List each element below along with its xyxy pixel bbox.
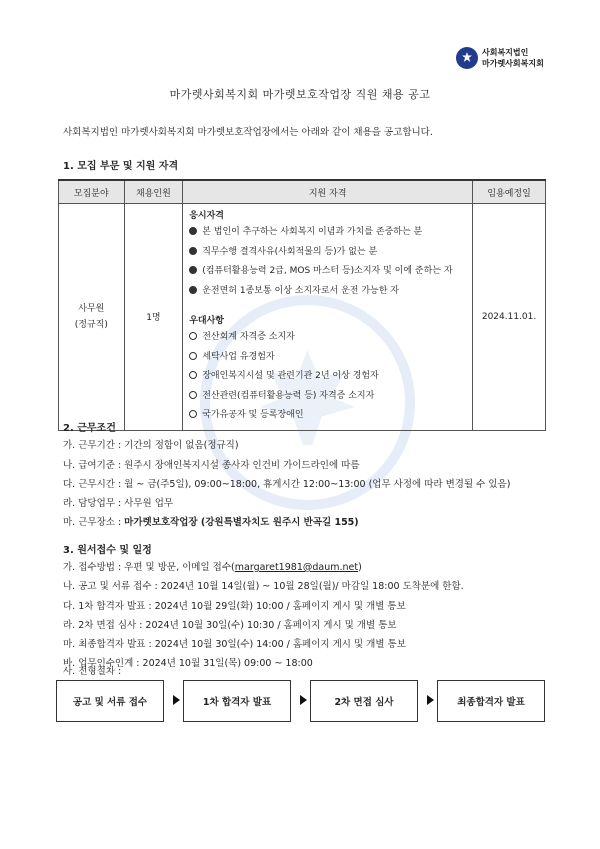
cell-count: 1명 bbox=[124, 204, 183, 431]
process-flow bbox=[56, 680, 546, 722]
arrow-right-icon bbox=[427, 695, 434, 705]
bullet-icon bbox=[189, 227, 197, 235]
bullet-icon bbox=[189, 286, 197, 294]
field-name: 사무원 bbox=[78, 303, 105, 314]
header-field: 모집분야 bbox=[59, 180, 125, 204]
bullet-icon bbox=[189, 391, 197, 399]
field-type: (정규직) bbox=[74, 319, 108, 330]
schedule-line: 마. 최종합격자 발표 : 2024년 10월 30일(수) 14:00 / 홈페이지 게시 및 개별 통보 bbox=[63, 639, 406, 650]
bullet-icon bbox=[189, 352, 197, 360]
duties: 라. 담당업무 : 사무원 업무 bbox=[63, 498, 174, 509]
bullet-icon bbox=[189, 410, 197, 418]
step-box: 1차 합격자 발표 bbox=[183, 680, 291, 722]
schedule-line: 다. 1차 합격자 발표 : 2024년 10월 29일(화) 10:00 / 홈페이지 게시 및 개별 통보 bbox=[63, 601, 406, 612]
list-item: 국가유공자 및 등록장애인 bbox=[189, 406, 466, 426]
list-item: 운전면허 1종보통 이상 소지자로서 운전 가능한 자 bbox=[189, 282, 466, 302]
org-emblem-icon bbox=[456, 47, 478, 69]
page-title: 마가렛사회복지회 마가렛보호작업장 직원 채용 공고 bbox=[169, 88, 431, 101]
schedule-line: 바. 업무인수인계 : 2024년 10월 31일(목) 09:00 ~ 18:00 bbox=[63, 658, 313, 669]
org-name-line2: 마가렛사회복지회 bbox=[482, 59, 544, 68]
org-name-line1: 사회복지법인 bbox=[482, 48, 529, 57]
work-place: 마. 근무장소 : 마가렛보호작업장 (강원특별자치도 원주시 반곡길 155) bbox=[63, 517, 359, 528]
list-item: 전산관련(컴퓨터활용능력 등) 자격증 소지자 bbox=[189, 387, 466, 407]
bullet-icon bbox=[189, 371, 197, 379]
work-period: 가. 근무기간 : 기간의 정함이 없음(정규직) bbox=[63, 440, 239, 451]
list-item: 세탁사업 유경험자 bbox=[189, 348, 466, 368]
preferred-title: 우대사항 bbox=[189, 316, 224, 326]
list-item: 전산회계 자격증 소지자 bbox=[189, 328, 466, 348]
list-item: (컴퓨터활용능력 2급, MOS 마스터 등)소지자 및 이에 준하는 자 bbox=[189, 262, 466, 282]
step-box: 2차 면접 심사 bbox=[310, 680, 418, 722]
required-title: 응시자격 bbox=[189, 211, 224, 221]
arrow-right-icon bbox=[300, 695, 307, 705]
section1-heading: 1. 모집 부문 및 지원 자격 bbox=[63, 161, 179, 172]
email-link[interactable]: margaret1981@daum.net bbox=[234, 562, 359, 573]
step-box: 최종합격자 발표 bbox=[437, 680, 545, 722]
intro-text: 사회복지법인 마가렛사회복지회 마가렛보호작업장에서는 아래와 같이 채용을 공고합니다. bbox=[63, 127, 433, 138]
step-box: 공고 및 서류 접수 bbox=[56, 680, 164, 722]
bullet-icon bbox=[189, 247, 197, 255]
list-item: 직무수행 결격사유(사회적물의 등)가 없는 분 bbox=[189, 243, 466, 263]
recruit-table bbox=[58, 179, 546, 431]
cell-date: 2024.11.01. bbox=[473, 204, 546, 431]
work-hours: 다. 근무시간 : 월 ~ 금(주5일), 09:00~18:00, 휴게시간 12:00~13:00 (업무 사정에 따라 변경될 수 있음) bbox=[63, 479, 511, 490]
salary-basis: 나. 급여기준 : 원주시 장애인복지시설 종사자 인건비 가이드라인에 따름 bbox=[63, 460, 360, 471]
list-item: 본 법인이 추구하는 사회복지 이념과 가치를 존중하는 분 bbox=[189, 223, 466, 243]
org-logo bbox=[456, 45, 566, 71]
bullet-icon bbox=[189, 266, 197, 274]
section2-heading: 2. 근무조건 bbox=[63, 423, 116, 434]
schedule-line: 라. 2차 면접 심사 : 2024년 10월 30일(수) 10:30 / 홈페이지 게시 및 개별 통보 bbox=[63, 620, 397, 631]
schedule-line: 사. 전형절차 : bbox=[63, 666, 122, 677]
list-item: 장애인복지시설 및 관련기관 2년 이상 경험자 bbox=[189, 367, 466, 387]
apply-method: 가. 접수방법 : 우편 및 방문, 이메일 접수(margaret1981@daum.net) bbox=[63, 562, 362, 573]
bullet-icon bbox=[189, 332, 197, 340]
arrow-right-icon bbox=[173, 695, 180, 705]
cell-field bbox=[59, 204, 125, 431]
header-count: 채용인원 bbox=[124, 180, 183, 204]
header-qualification: 지원 자격 bbox=[183, 180, 473, 204]
schedule-line: 나. 공고 및 서류 접수 : 2024년 10월 14일(월) ~ 10월 28일(월)/ 마감일 18:00 도착분에 한함. bbox=[63, 581, 464, 592]
header-date: 임용예정일 bbox=[473, 180, 546, 204]
cell-qualification bbox=[183, 204, 473, 431]
section3-heading: 3. 원서접수 및 일정 bbox=[63, 545, 152, 556]
